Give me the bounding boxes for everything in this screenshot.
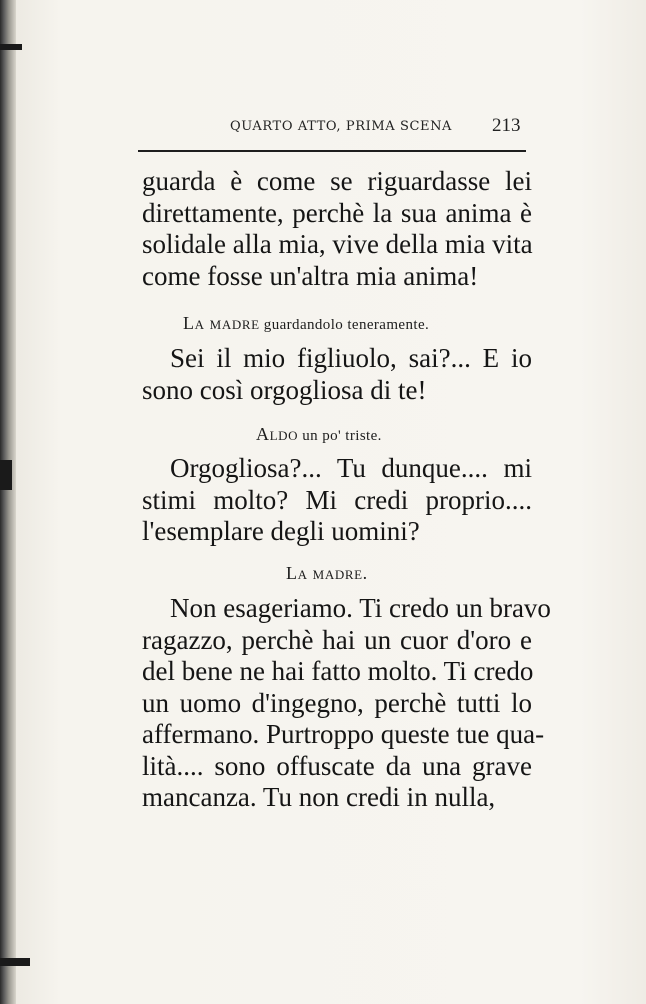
speaker-heading: [286, 563, 368, 584]
text-line: del bene ne hai fatto molto. Ti credo: [142, 656, 534, 686]
binding-mark: [0, 44, 22, 50]
speaker-heading: [256, 424, 382, 445]
text-line: Non esageriamo. Ti credo un bravo: [170, 593, 551, 623]
text-line: Orgogliosa?... Tu dunque.... mi: [170, 453, 532, 483]
dialogue-paragraph: [142, 593, 551, 814]
page-number: 213: [492, 115, 521, 136]
speaker-name: La madre: [183, 313, 260, 333]
text-line: guarda è come se riguardasse lei: [142, 166, 532, 196]
text-line: stimi molto? Mi credi proprio....: [142, 484, 532, 515]
binding-mark: [0, 460, 12, 490]
text-line: mancanza. Tu non credi in nulla,: [142, 782, 496, 812]
text-line: affermano. Purtroppo queste tue qua-: [142, 719, 545, 749]
text-line: solidale alla mia, vive della mia vita: [142, 229, 533, 259]
speaker-name: La madre.: [286, 563, 368, 583]
speaker-heading: [183, 313, 429, 334]
stage-direction: guardandolo teneramente.: [263, 317, 430, 333]
book-binding-edge: [0, 0, 16, 1004]
text-line: lità.... sono offuscate da una grave: [142, 750, 532, 781]
text-line: direttamente, perchè la sua anima è: [142, 197, 532, 228]
binding-mark: [0, 958, 30, 966]
dialogue-paragraph: [142, 453, 532, 548]
text-line: l'esemplare degli uomini?: [142, 516, 420, 546]
paragraph-continuation: [142, 166, 532, 292]
speaker-name: Aldo: [256, 424, 299, 444]
text-line: un uomo d'ingegno, perchè tutti lo: [142, 687, 532, 718]
text-line: come fosse un'altra mia anima!: [142, 260, 479, 291]
text-line: Sei il mio figliuolo, sai?... E io: [170, 343, 532, 373]
header-rule: [138, 150, 526, 152]
text-line: sono così orgogliosa di te!: [142, 374, 427, 405]
stage-direction: un po' triste.: [302, 428, 382, 444]
text-line: ragazzo, perchè hai un cuor d'oro e: [142, 624, 532, 655]
running-head: QUARTO ATTO, PRIMA SCENA: [230, 119, 453, 134]
dialogue-paragraph: [142, 343, 532, 406]
